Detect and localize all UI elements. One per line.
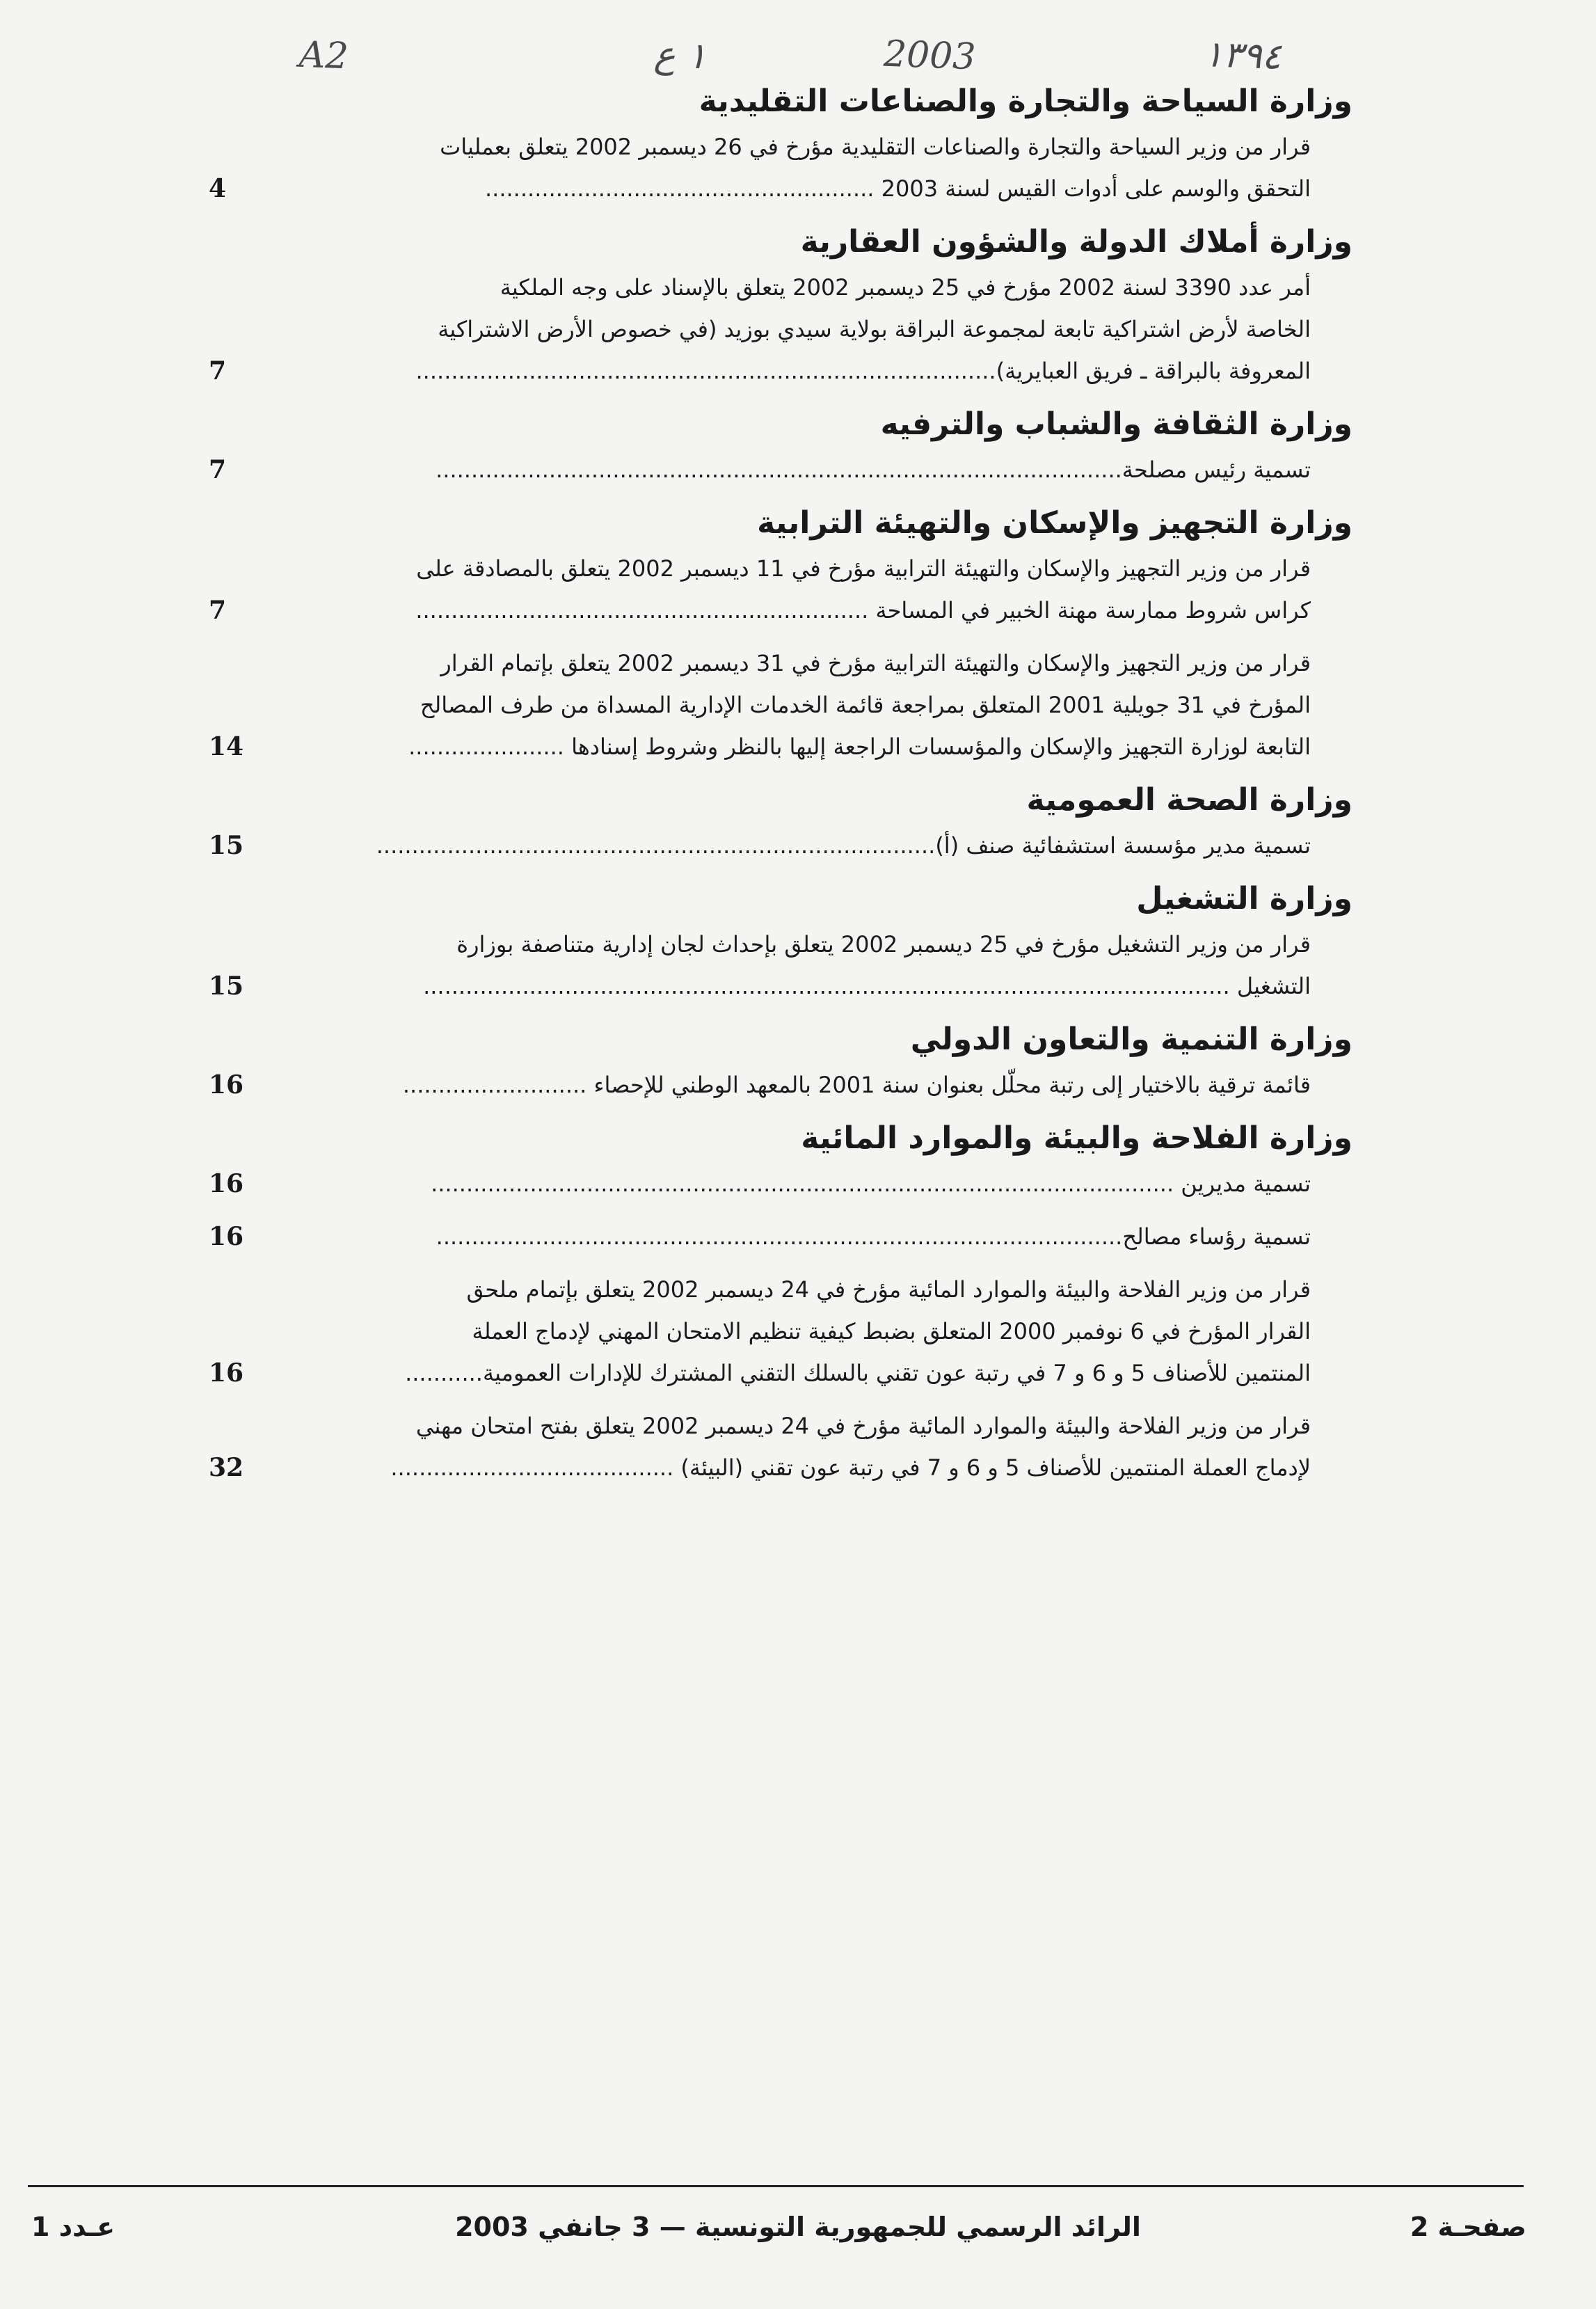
toc-entry: [209, 642, 1339, 768]
ministry-section: [209, 502, 1352, 768]
toc-entry-line: التابعة لوزارة التجهيز والإسكان والمؤسسات الراجعة إليها بالنظر وشروط إسنادها ......................: [408, 733, 1311, 760]
toc-entry: [209, 1064, 1339, 1106]
ministry-title: وزارة الصحة العمومية: [1026, 782, 1352, 818]
footer-page-label: صفحـة 2: [1410, 2212, 1526, 2242]
toc-entry: [209, 1216, 1339, 1257]
toc-entry: [209, 1163, 1339, 1205]
toc-entry-line: قرار من وزير الفلاحة والبيئة والموارد المائية مؤرخ في 24 ديسمبر 2002 يتعلق بفتح امتحان مهني: [415, 1413, 1311, 1439]
ministry-title: وزارة السياحة والتجارة والصناعات التقليدية: [699, 84, 1352, 119]
ministry-title: وزارة التجهيز والإسكان والتهيئة الترابية: [757, 505, 1352, 541]
table-of-contents: [209, 80, 1352, 1500]
toc-page-number: 32: [209, 1453, 244, 1482]
toc-entry-line: قرار من وزير السياحة والتجارة والصناعات التقليدية مؤرخ في 26 ديسمبر 2002 يتعلق بعمليات: [440, 134, 1311, 160]
handwritten-year: 2003: [882, 33, 977, 79]
toc-entry-line: الخاصة لأرض اشتراكية تابعة لمجموعة البراقة بولاية سيدي بوزيد (في خصوص الأرض الاشتراكية: [438, 316, 1311, 342]
toc-entry: [209, 1269, 1339, 1394]
toc-page-number: 15: [209, 831, 244, 860]
toc-page-number: 14: [209, 732, 244, 761]
toc-entry: [209, 548, 1339, 631]
toc-entry: [209, 1405, 1339, 1489]
ministry-title: وزارة التشغيل: [1136, 881, 1352, 917]
toc-page-number: 7: [209, 356, 227, 386]
toc-entry-line: كراس شروط ممارسة مهنة الخبير في المساحة ................................................................: [415, 597, 1311, 624]
footer-issue-label: عـدد 1: [31, 2212, 115, 2242]
toc-page-number: 16: [209, 1169, 244, 1198]
ministry-title: وزارة أملاك الدولة والشؤون العقارية: [800, 224, 1352, 260]
ministry-section: [209, 878, 1352, 1007]
toc-entry: [209, 449, 1339, 491]
ministry-title: وزارة الثقافة والشباب والترفيه: [880, 406, 1352, 442]
toc-page-number: 7: [209, 596, 227, 625]
toc-entry: [209, 923, 1339, 1007]
toc-entry-line: أمر عدد 3390 لسنة 2002 مؤرخ في 25 ديسمبر 2002 يتعلق بالإسناد على وجه الملكية: [500, 274, 1311, 301]
toc-page-number: 16: [209, 1358, 244, 1388]
toc-entry-line: قرار من وزير التجهيز والإسكان والتهيئة الترابية مؤرخ في 31 ديسمبر 2002 يتعلق بإتمام القرار: [440, 650, 1311, 676]
ministry-title: وزارة الفلاحة والبيئة والموارد المائية: [801, 1120, 1352, 1156]
footer-rule: [28, 2185, 1524, 2187]
ministry-section: [209, 221, 1352, 392]
toc-page-number: 16: [209, 1222, 244, 1251]
toc-entry-line: القرار المؤرخ في 6 نوفمبر 2000 المتعلق بضبط كيفية تنظيم الامتحان المهني لإدماج العملة: [472, 1318, 1311, 1344]
handwritten-number: ١٣٩٤: [1202, 33, 1282, 78]
toc-entry-line: تسمية مدير مؤسسة استشفائية صنف (أ)...............................................................................: [376, 832, 1311, 859]
toc-entry-line: لإدماج العملة المنتمين للأصناف 5 و 6 و 7 في رتبة عون تقني (البيئة) ........................................: [390, 1454, 1311, 1481]
handwritten-mark-left: A2: [298, 33, 349, 78]
ministry-section: [209, 80, 1352, 209]
toc-entry-line: تسمية رئيس مصلحة.................................................................................................: [436, 457, 1311, 483]
ministry-title: وزارة التنمية والتعاون الدولي: [910, 1022, 1352, 1057]
toc-entry-line: التحقق والوسم على أدوات القيس لسنة 2003 .......................................................: [484, 175, 1311, 202]
toc-page-number: 16: [209, 1070, 244, 1100]
toc-entry: [209, 267, 1339, 392]
ministry-section: [209, 403, 1352, 491]
toc-entry: [209, 825, 1339, 866]
ministry-section: [209, 779, 1352, 866]
handwritten-mark-center: ١ ع: [653, 33, 708, 78]
toc-entry: [209, 126, 1339, 209]
toc-entry-line: قائمة ترقية بالاختيار إلى رتبة محلّل بعنوان سنة 2001 بالمعهد الوطني للإحصاء ..........................: [402, 1072, 1311, 1098]
toc-page-number: 15: [209, 971, 244, 1001]
toc-entry-line: قرار من وزير الفلاحة والبيئة والموارد المائية مؤرخ في 24 ديسمبر 2002 يتعلق بإتمام ملحق: [466, 1276, 1311, 1303]
toc-page-number: 4: [209, 174, 227, 203]
ministry-section: [209, 1018, 1352, 1106]
toc-page-number: 7: [209, 455, 227, 484]
toc-entry-line: قرار من وزير التشغيل مؤرخ في 25 ديسمبر 2002 يتعلق بإحداث لجان إدارية متناصفة بوزارة: [456, 931, 1311, 958]
toc-entry-line: التشغيل ..................................................................................................................: [423, 973, 1311, 999]
toc-entry-line: المؤرخ في 31 جويلية 2001 المتعلق بمراجعة قائمة الخدمات الإدارية المسداة من طرف المصالح: [420, 692, 1311, 718]
ministry-section: [209, 1117, 1352, 1489]
toc-entry-line: قرار من وزير التجهيز والإسكان والتهيئة الترابية مؤرخ في 11 ديسمبر 2002 يتعلق بالمصادقة على: [416, 555, 1311, 582]
toc-entry-line: المنتمين للأصناف 5 و 6 و 7 في رتبة عون تقني بالسلك التقني المشترك للإدارات العمومية...........: [405, 1360, 1311, 1386]
toc-entry-line: المعروفة بالبراقة ـ فريق العبايرية)..................................................................................: [415, 358, 1311, 384]
toc-entry-line: تسمية رؤساء مصالح.................................................................................................: [436, 1223, 1311, 1250]
toc-entry-line: تسمية مديرين .........................................................................................................: [431, 1171, 1311, 1197]
footer-publication: الرائد الرسمي للجمهورية التونسية — 3 جانفي 2003: [455, 2212, 1141, 2242]
